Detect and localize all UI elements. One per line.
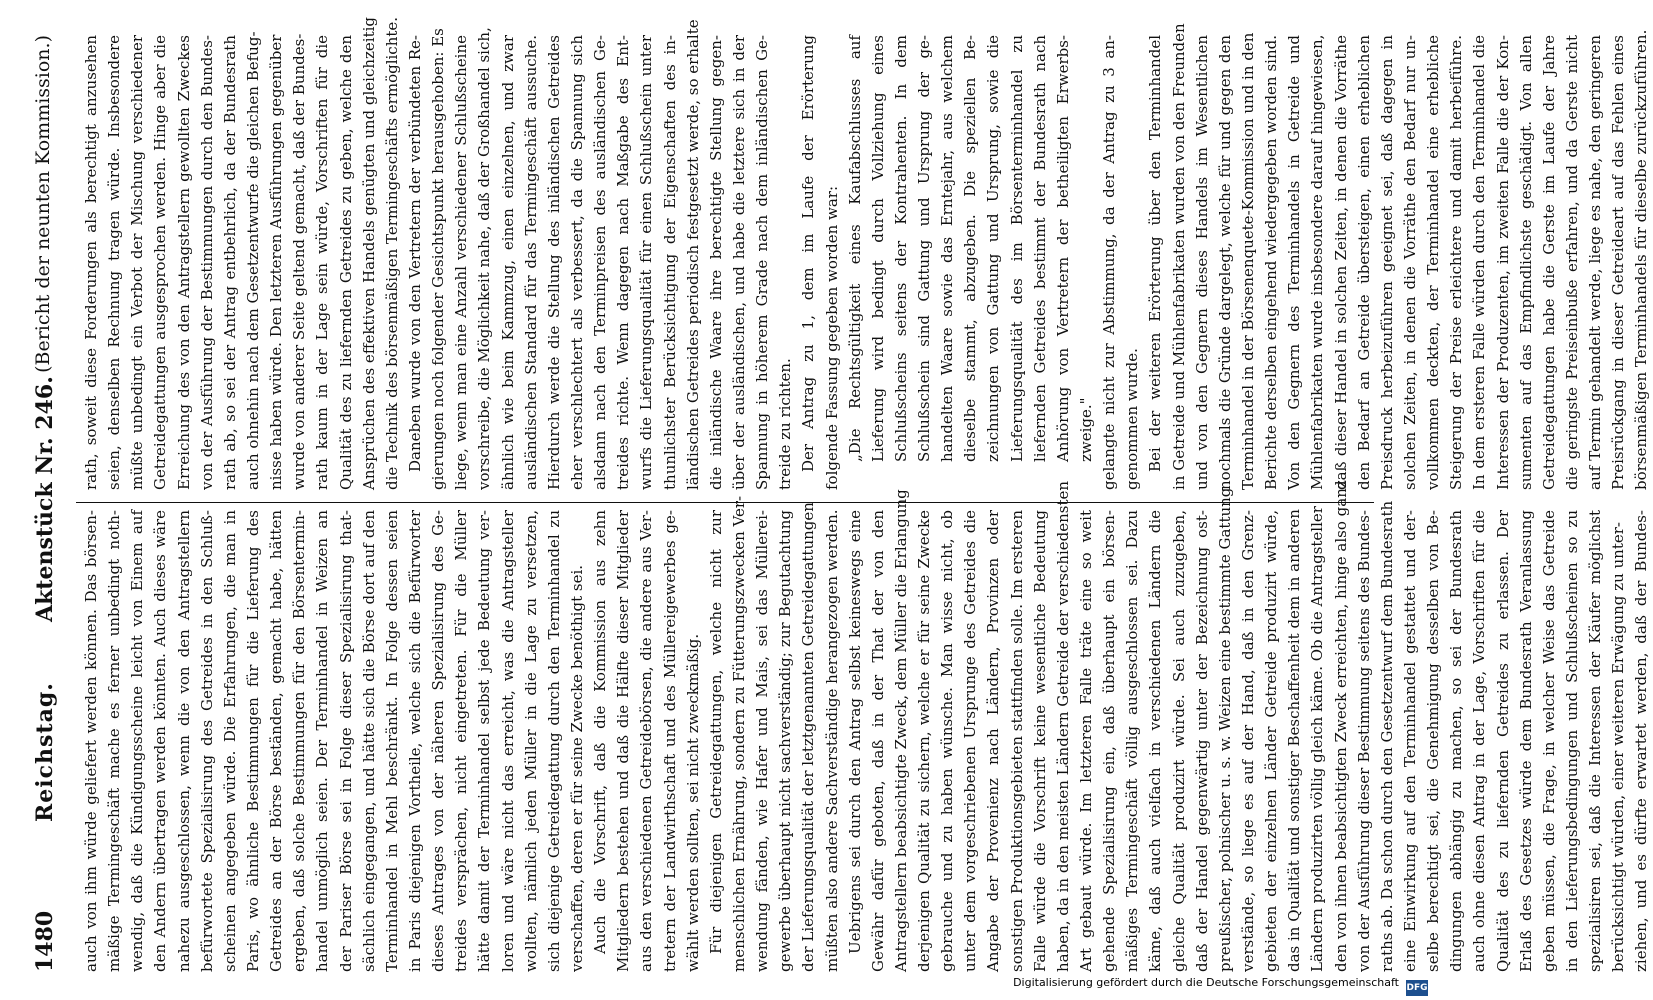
text-line: Der Antrag zu 1, dem im Laufe der Erörterung: [799, 35, 818, 472]
text-line: Uebrigens sei durch den Antrag selbst keineswegs eine: [845, 510, 864, 954]
text-line: nochmals die Gründe dargelegt, welche für und gegen den: [1215, 35, 1234, 490]
text-line: verschaffen, deren er für seine Zwecke benöthigt sei.: [567, 564, 586, 972]
text-column-left: [80, 480, 1651, 972]
text-column-right: [80, 16, 1651, 490]
text-line: Lieferungsqualität des im Börsenterminhandel zu: [1007, 35, 1026, 462]
text-line: den von ihnen beabsichtigten Zweck erreichten, hinge also ganz: [1331, 480, 1350, 972]
text-line: und von den Gegnern dieses Handels im Wesentlichen: [1192, 35, 1211, 490]
text-line: liefernden Getreides bestimmt der Bundesrath nach: [1030, 35, 1049, 462]
text-line: alsdann nach den Terminpreisen des ausländischen Ge-: [591, 35, 610, 490]
text-line: Antragstellern beabsichtigte Zweck, dem Müller die Erlangung: [891, 489, 910, 972]
running-header: [32, 35, 72, 972]
text-line: eine Einwirkung auf den Terminhandel gestattet und der-: [1401, 510, 1420, 972]
text-line: ziehen, und es dürfte erwartet werden, daß der Bundes-: [1632, 510, 1651, 972]
text-line: Terminhandel in Mehl beschränkt. In Folge dessen seien: [382, 510, 401, 972]
text-line: gleiche Qualität produzirt würde. Sei auch zuzugeben,: [1169, 510, 1188, 972]
text-line: daß der Handel gegenwärtig unter der Bezeichnung ost-: [1192, 510, 1211, 972]
text-line: käme, daß auch vielfach in verschiedenen Ländern die: [1146, 510, 1165, 972]
text-line: zweige.": [1077, 397, 1096, 462]
text-line: gierungen noch folgender Gesichtspunkt herausgehoben: Es: [429, 28, 448, 490]
text-line: gelangte nicht zur Abstimmung, da der Antrag zu 3 an-: [1100, 35, 1119, 490]
text-line: die Technik des börsenmäßigen Termingeschäfts ermöglichte.: [382, 16, 401, 490]
text-line: mäßige Termingeschäft mache es ferner unbedingt noth-: [105, 510, 124, 972]
text-line: die inländische Waare ihre berechtigte Stellung gegen-: [706, 35, 725, 490]
text-line: treide zu richten.: [776, 358, 795, 490]
text-line: Für diejenigen Getreidegattungen, welche nicht zur: [706, 510, 725, 954]
text-line: müßte unbedingt ein Verbot der Mischung verschiedener: [128, 35, 147, 490]
text-line: auch von ihm würde geliefert werden können. Das börsen-: [82, 510, 100, 972]
text-line: vorschreibe, die Möglichkeit nahe, daß der Großhandel sich,: [475, 27, 494, 490]
text-line: In dem ersteren Falle würden durch den Terminhandel die: [1470, 35, 1489, 490]
text-line: ähnlich wie beim Kammzug, einen einzelnen, und zwar: [498, 35, 517, 490]
text-line: Auch die Vorschrift, daß die Kommission aus zehn: [591, 510, 610, 954]
text-line: von der Ausführung der Bestimmungen durch den Bundes-: [197, 35, 216, 490]
column-divider: [76, 502, 1374, 503]
text-line: Qualität des zu liefernden Getreides zu erlassen. Der: [1493, 510, 1512, 972]
text-line: aus den verschiedenen Getreidebörsen, die andere aus Ver-: [637, 510, 656, 972]
text-line: spezialisiren sei, daß die Interessen der Käufer möglichst: [1586, 510, 1605, 972]
text-line: Angabe der Provenienz nach Ländern, Provinzen oder: [984, 510, 1003, 972]
text-line: dieselbe stammt, abzugeben. Die speziellen Be-: [961, 35, 980, 462]
text-line: wurfs die Lieferungsqualität für einen Schlußschein unter: [637, 35, 656, 490]
text-line: den Andern übertragen werden könnten. Auch dieses wäre: [151, 510, 170, 972]
text-line: nahezu ausgeschlossen, wenn die von den Antragstellern: [174, 510, 193, 972]
text-line: Ländern produzirten völlig gleich käme. Ob die Antragsteller: [1308, 506, 1327, 972]
text-line: seien, denselben Rechnung tragen würde. Insbesondere: [105, 35, 124, 490]
text-line: verstände, so liege es auf der Hand, daß in den Grenz-: [1239, 510, 1258, 972]
text-line: berücksichtigt würden, einer weiteren Erwägung zu unter-: [1609, 522, 1628, 972]
text-line: thunlichster Berücksichtigung der Eigenschaften des in-: [660, 35, 679, 490]
text-line: Erreichung des von den Antragstellern gewollten Zweckes: [174, 35, 193, 490]
text-line: Spannung in höherem Grade nach dem inländischen Ge-: [753, 35, 772, 490]
text-line: den Bedarf an Getreide übersteigen, einen erheblichen: [1354, 35, 1373, 490]
text-line: Art gebaut würde. Im letzteren Falle träte eine so weit: [1077, 510, 1096, 972]
text-line: loren und wäre nicht das erreicht, was die Antragsteller: [498, 510, 517, 972]
text-line: daß dieser Handel in solchen Zeiten, in denen die Vorräthe: [1331, 35, 1350, 490]
text-line: dieses Antrages von der näheren Spezialisirung des Ge-: [429, 510, 448, 972]
text-line: Schlußschein sind Gattung und Ursprung der ge-: [915, 35, 934, 462]
text-line: sich diejenige Getreidegattung durch den Terminhandel zu: [544, 510, 563, 972]
text-line: handelten Waare sowie das Erntejahr, aus welchem: [938, 35, 957, 462]
text-line: hätte damit der Terminhandel selbst jede Bedeutung ver-: [475, 510, 494, 972]
text-line: Lieferung wird bedingt durch Vollziehung eines: [868, 35, 887, 462]
text-line: treides versprächen, nicht eingetreten. Für die Müller: [452, 510, 471, 972]
text-line: Qualität des zu liefernden Getreides zu geben, welche den: [336, 35, 355, 490]
text-line: befürwortete Spezialisirung des Getreides in den Schluß-: [197, 510, 216, 972]
text-line: dingungen abhängig zu machen, so sei der Bundesrath: [1447, 510, 1466, 972]
text-line: Preisdruck herbeizuführen geeignet sei, daß dagegen in: [1377, 35, 1396, 490]
text-line: auch ohne diesen Antrag in der Lage, Vorschriften für die: [1470, 510, 1489, 972]
text-line: in den Lieferungsbedingungen und Schlußscheinen so zu: [1563, 510, 1581, 972]
text-line: vollkommen deckten, der Terminhandel eine erhebliche: [1424, 35, 1443, 490]
text-line: Getreidegattungen habe die Gerste im Laufe der Jahre: [1539, 35, 1558, 490]
text-line: scheinen angegeben würde. Die Erfahrungen, die man in: [220, 510, 239, 972]
text-line: haben, da in den meisten Ländern Getreide der verschiedensten: [1053, 480, 1072, 972]
text-line: über der ausländischen, und habe die letztere sich in der: [729, 35, 748, 490]
text-line: Von den Gegnern des Terminhandels in Getreide und: [1285, 35, 1304, 490]
text-line: in Paris diejenigen Vortheile, welche sich die Befürworter: [405, 510, 424, 972]
text-line: menschlichen Ernährung, sondern zu Fütterungszwecken Ver-: [729, 495, 748, 972]
text-line: börsenmäßigen Terminhandels für dieselbe zurückzuführen.: [1632, 29, 1651, 490]
text-line: solchen Zeiten, in denen die Vorräthe den Bedarf nur un-: [1401, 35, 1420, 490]
text-line: gebieten der einzelnen Länder Getreide produzirt würde,: [1262, 510, 1281, 972]
text-line: sächlich eingegangen, und hätte sich die Börse dort auf den: [359, 510, 378, 972]
text-line: rath, soweit diese Forderungen als berechtigt anzusehen: [82, 35, 100, 490]
text-line: rath ab, so sei der Antrag entbehrlich, da der Bundesrath: [220, 35, 239, 490]
text-line: ausländischen Standard für das Termingeschäft aussuche.: [521, 35, 540, 490]
text-line: das in Qualität und sonstiger Beschaffenheit dem in anderen: [1285, 509, 1304, 972]
text-line: in Getreide und Mühlenfabrikaten wurden von den Freunden: [1169, 23, 1188, 490]
text-line: Schlußscheins seitens der Kontrahenten. In dem: [891, 35, 910, 462]
text-line: unter dem vorgeschriebenen Ursprunge des Getreides die: [961, 510, 980, 972]
text-line: handel unmöglich seien. Der Terminhandel in Weizen an: [313, 510, 332, 972]
text-line: Ansprüchen des effektiven Handels genügten und gleichzeitig: [359, 16, 378, 490]
dfg-logo: DFG: [1406, 980, 1428, 996]
text-line: „Die Rechtsgültigkeit eines Kaufabschlusses auf: [845, 35, 864, 462]
text-line: liege, wenn man eine Anzahl verschiedener Schlußscheine: [452, 35, 471, 490]
text-line: Hierdurch werde die Stellung des inländischen Getreides: [544, 35, 563, 490]
text-line: wollten, nämlich jeden Müller in die Lage zu versetzen,: [521, 510, 540, 972]
text-line: tretern der Landwirthschaft und des Müllereigewerbes ge-: [660, 510, 679, 972]
text-line: Bei der weiteren Erörterung über den Terminhandel: [1146, 35, 1165, 472]
text-line: Daneben wurde von den Vertretern der verbündeten Re-: [405, 35, 424, 472]
text-line: der Lieferungsqualität der letztgenannten Getreidegattungen: [799, 502, 818, 972]
text-line: nisse haben würde. Den letzteren Ausführungen gegenüber: [267, 34, 286, 490]
text-line: Getreidegattungen ausgesprochen werden. Hinge aber die: [151, 35, 170, 490]
text-line: wendig, daß die Kündigungsscheine leicht von Einem auf: [128, 510, 147, 972]
text-line: Anhörung von Vertretern der betheiligten Erwerbs-: [1053, 35, 1072, 462]
text-line: Erlaß des Gesetzes würde dem Bundesrath Veranlassung: [1516, 510, 1535, 972]
text-line: geben müssen, die Frage, in welcher Weise das Getreide: [1539, 510, 1558, 972]
text-line: Berichte derselben eingehend wiedergegeben worden sind.: [1262, 35, 1281, 490]
text-line: Mitgliedern bestehen und daß die Hälfte dieser Mitglieder: [614, 510, 633, 972]
text-line: der Pariser Börse sei in Folge dieser Spezialisirung that-: [336, 510, 355, 972]
text-line: wendung fänden, wie Hafer und Mais, sei das Müllerei-: [753, 510, 772, 972]
header-reichstag: Reichstag.: [32, 682, 58, 822]
header-document-number: Aktenstück Nr. 246.: [32, 376, 58, 622]
text-line: mäßiges Termingeschäft völlig ausgeschlossen sei. Dazu: [1123, 510, 1142, 972]
text-line: selbe berechtigt sei, die Genehmigung desselben von Be-: [1424, 510, 1443, 972]
text-line: die geringste Preiseinbuße erfahren, und da Gerste nicht: [1563, 35, 1581, 490]
digitization-note: Digitalisierung gefördert durch die Deutsche Forschungsgemeinschaft: [1013, 976, 1399, 989]
text-line: Falle würde die Vorschrift keine wesentliche Bedeutung: [1030, 510, 1049, 972]
header-report-title: (Bericht der neunten Kommission.): [32, 35, 54, 373]
text-line: ergeben, daß solche Bestimmungen für den Börsentermin-: [290, 510, 309, 972]
text-line: auch ohnehin nach dem Gesetzentwurfe die gleichen Befug-: [243, 31, 262, 490]
text-line: rath kaum in der Lage sein würde, Vorschriften für die: [313, 35, 332, 490]
text-line: treides richte. Wenn dagegen nach Maßgabe des Ent-: [614, 35, 633, 490]
text-line: gewerbe überhaupt nicht sachverständig; zur Begutachtung: [776, 510, 795, 972]
text-line: Gewähr dafür geboten, daß in der That der von den: [868, 510, 887, 972]
text-line: gehende Spezialisirung ein, daß überhaupt ein börsen-: [1100, 510, 1119, 972]
text-line: sonstigen Produktionsgebieten stattfinden solle. Im ersteren: [1007, 509, 1026, 972]
text-line: genommen wurde.: [1123, 348, 1142, 490]
text-line: von der Ausführung dieser Bestimmung seitens des Bundes-: [1354, 510, 1373, 972]
text-line: preußischer, polnischer u. s. w. Weizen eine bestimmte Gattung: [1215, 487, 1234, 972]
text-line: raths ab. Da schon durch den Gesetzentwurf dem Bundesrath: [1377, 500, 1396, 972]
text-line: Interessen der Produzenten, im zweiten Falle die der Kon-: [1493, 35, 1512, 490]
text-line: müßten also andere Sachverständige herangezogen werden.: [822, 509, 841, 972]
text-line: sumenten auf das Empfindlichste geschädigt. Von allen: [1516, 35, 1535, 490]
page-number: 1480: [32, 910, 58, 972]
text-line: eher verschlechtert als verbessert, da die Spannung sich: [567, 35, 586, 490]
text-line: Terminhandel in der Börsenenquete-Kommission und in den: [1239, 32, 1258, 490]
text-line: zeichnungen von Gattung und Ursprung, sowie die: [984, 35, 1003, 462]
text-line: wurde von anderer Seite geltend gemacht, daß der Bundes-: [290, 33, 309, 490]
text-line: Steigerung der Preise erleichtere und damit herbeiführe.: [1447, 35, 1466, 490]
text-line: Paris, wo ähnliche Bestimmungen für die Lieferung des: [243, 510, 262, 972]
text-line: gebrauche und zu haben wünsche. Man wisse nicht, ob: [938, 510, 957, 972]
text-line: ländischen Getreides periodisch festgesetzt werde, so erhalte: [683, 19, 702, 490]
text-line: Getreides an der Börse beständen, gemacht habe, hätten: [267, 510, 286, 972]
text-line: auf Termin gehandelt werde, liege es nahe, den geringeren: [1586, 35, 1605, 490]
text-line: Mühlenfabrikaten wurde insbesondere darauf hingewiesen,: [1308, 34, 1327, 490]
text-line: derjenigen Qualität zu sichern, welche er für seine Zwecke: [915, 510, 934, 972]
text-line: Preisrückgang in dieser Getreideart auf das Fehlen eines: [1609, 35, 1628, 490]
text-line: wählt werden sollten, sei nicht zweckmäßig.: [683, 633, 702, 972]
text-line: folgende Fassung gegeben worden war:: [822, 185, 841, 490]
